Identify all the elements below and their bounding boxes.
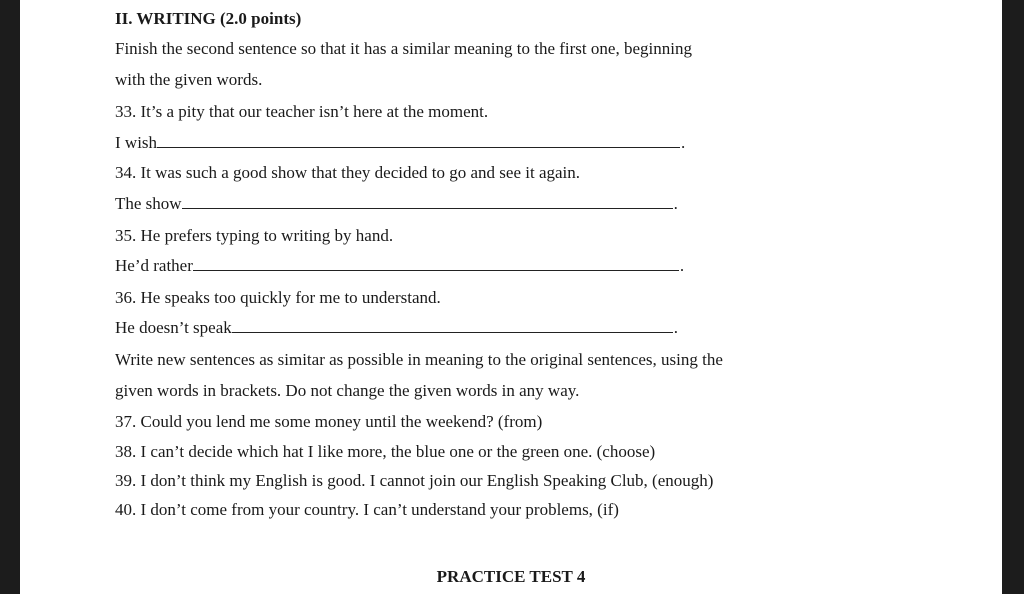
question-36: 36. He speaks too quickly for me to understand.	[115, 288, 441, 307]
question-35: 35. He prefers typing to writing by hand.	[115, 226, 394, 245]
part2-instruction-line2: given words in brackets. Do not change the given words in any way.	[115, 381, 580, 400]
answer-start-33: I wish	[115, 133, 158, 152]
answer-row-36	[115, 318, 678, 338]
worksheet-page	[20, 0, 1002, 594]
question-38: 38. I can’t decide which hat I like more, the blue one or the green one. (choose)	[115, 442, 656, 461]
answer-blank-35[interactable]	[193, 256, 679, 271]
answer-end-34: .	[673, 194, 678, 213]
answer-row-35	[115, 256, 684, 276]
answer-start-35: He’d rather	[115, 256, 193, 275]
answer-end-33: .	[681, 133, 686, 152]
answer-blank-34[interactable]	[182, 194, 673, 209]
answer-end-36: .	[673, 318, 679, 337]
part1-instruction-line2: with the given words.	[115, 70, 263, 89]
practice-test-heading: PRACTICE TEST 4	[436, 567, 586, 586]
question-34: 34. It was such a good show that they decided to go and see it again.	[115, 163, 581, 182]
question-37: 37. Could you lend me some money until the weekend? (from)	[115, 412, 543, 431]
answer-start-36: He doesn’t speak	[115, 318, 232, 337]
answer-blank-36[interactable]	[232, 318, 673, 333]
part1-instruction-line1: Finish the second sentence so that it has a similar meaning to the first one, beginning	[115, 39, 692, 58]
question-33: 33. It’s a pity that our teacher isn’t here at the moment.	[115, 102, 489, 121]
answer-row-34	[115, 194, 678, 214]
answer-start-34: The show	[115, 194, 182, 213]
answer-row-33	[115, 133, 685, 153]
question-40: 40. I don’t come from your country. I can’t understand your problems, (if)	[115, 500, 619, 519]
part2-instruction-line1: Write new sentences as simitar as possible in meaning to the original sentences, using the	[115, 350, 723, 369]
question-39: 39. I don’t think my English is good. I cannot join our English Speaking Club, (enough)	[115, 471, 714, 490]
section-title: II. WRITING (2.0 points)	[115, 9, 302, 28]
answer-end-35: .	[679, 256, 685, 275]
answer-blank-33[interactable]	[157, 133, 680, 148]
